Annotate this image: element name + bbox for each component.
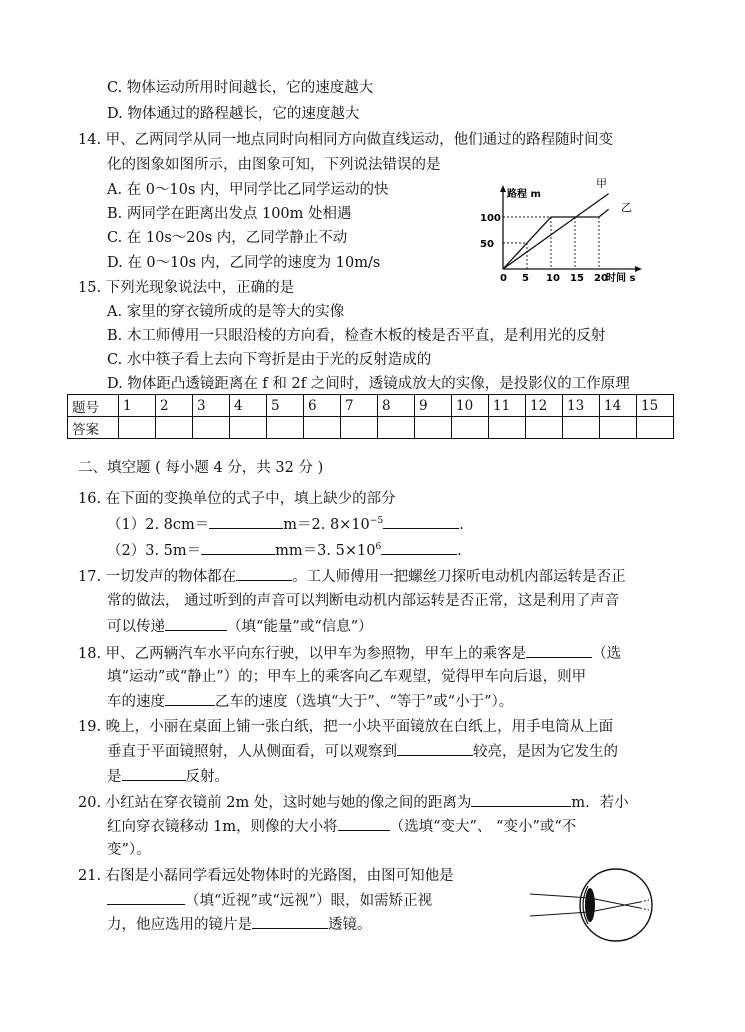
question-number-cell: 5 (267, 395, 304, 417)
q16-stem: 16. 在下面的变换单位的式子中，填上缺少的部分 (78, 491, 396, 507)
q17-text-b: 。工人师傅用一把螺丝刀探听电动机内部运转是否正 (292, 569, 626, 585)
q19-blank-2[interactable] (122, 766, 186, 781)
q16-blank-2[interactable] (383, 514, 459, 529)
q17-line3 (107, 616, 373, 637)
q16-part1-exponent: −5 (369, 516, 384, 527)
q20-text-b: m．若小 (571, 795, 629, 811)
y-axis-arrow (500, 185, 506, 192)
row-header-answer: 答案 (68, 417, 119, 439)
answer-cell[interactable] (119, 417, 156, 439)
q21-text-c: 透镜。 (328, 917, 372, 933)
answer-table-answer-row (68, 417, 674, 439)
q16-part2-exponent: 6 (375, 542, 382, 553)
q19-line3 (107, 766, 229, 787)
series-line-jia (503, 194, 609, 269)
answer-cell[interactable] (230, 417, 267, 439)
q16-part2 (107, 540, 462, 561)
q15-option-a: A. 家里的穿衣镜所成的是等大的实像 (107, 304, 345, 320)
answer-cell[interactable] (452, 417, 489, 439)
q21-text-a: （填“近视”或“远视”）眼，如需矫正视 (185, 893, 433, 909)
q16-part1-b: m＝2. 8×10 (283, 517, 370, 533)
question-number-cell: 9 (415, 395, 452, 417)
q19-line1: 19. 晚上，小丽在桌面上铺一张白纸，把一小块平面镜放在白纸上，用手电筒从上面 (78, 719, 614, 735)
q14-option-c: C. 在 10s～20s 内，乙同学静止不动 (107, 230, 348, 246)
q21-text-b: 力，他应选用的镜片是 (107, 917, 252, 933)
q19-text-a: 垂直于平面镜照射，人从侧面看，可以观察到 (107, 744, 397, 760)
answer-cell[interactable] (378, 417, 415, 439)
lens-icon (585, 888, 595, 922)
q18-line2: 填“运动”或“静止”）的；甲车上的乘客向乙车观望，觉得甲车向后退，则甲 (107, 669, 587, 685)
q18-line1 (78, 643, 621, 664)
q15-option-d: D. 物体距凸透镜距离在 f 和 2f 之间时，透镜成放大的实像，是投影仪的工作原理 (107, 376, 630, 392)
answer-cell[interactable] (563, 417, 600, 439)
q20-text-a: 20. 小红站在穿衣镜前 2m 处，这时她与她的像之间的距离为 (78, 795, 472, 811)
answer-cell[interactable] (526, 417, 563, 439)
q17-blank-1[interactable] (236, 566, 292, 581)
q15-option-b: B. 木工师傅用一只眼沿棱的方向看，检查木板的棱是否平直，是利用光的反射 (107, 328, 606, 344)
x-axis-arrow (635, 266, 642, 272)
question-number-cell: 14 (600, 395, 637, 417)
answer-cell[interactable] (304, 417, 341, 439)
q17-line1 (78, 566, 626, 587)
q14-option-b: B. 两同学在距离出发点 100m 处相遇 (107, 206, 352, 222)
q18-blank-2[interactable] (165, 691, 215, 706)
q21-line1: 21. 右图是小磊同学看远处物体时的光路图，由图可知他是 (78, 868, 454, 884)
answer-cell[interactable] (489, 417, 526, 439)
chart-series (503, 194, 609, 269)
q20-line3: 变”）。 (107, 842, 151, 858)
x-tick-label: 20 (594, 273, 608, 284)
q19-text-b: 较亮，是因为它发生的 (473, 744, 618, 760)
q16-part1 (107, 514, 464, 535)
answer-cell[interactable] (156, 417, 193, 439)
ray-extension-top (640, 908, 649, 910)
question-number-cell: 15 (637, 395, 674, 417)
q18-line3 (107, 691, 513, 712)
q21-line3 (107, 914, 372, 935)
question-number-cell: 2 (156, 395, 193, 417)
y-axis-label: 路程 m (507, 189, 541, 200)
q15-stem: 15. 下列光现象说法中，正确的是 (78, 280, 295, 296)
q17-blank-2[interactable] (165, 616, 227, 631)
x-tick-label: 5 (522, 273, 529, 284)
q20-line1 (78, 792, 629, 813)
x-tick-label: 10 (546, 273, 560, 284)
q18-text-a: 18. 甲、乙两辆汽车水平向东行驶，以甲车为参照物，甲车上的乘客是 (78, 646, 527, 662)
ray-extension-bottom (640, 900, 649, 902)
x-axis-label: 时间 s (606, 273, 636, 284)
q17-line2: 常的做法， 通过听到的声音可以判断电动机内部运转是否正常，这是利用了声音 (107, 593, 620, 609)
y-tick-label: 50 (480, 239, 494, 250)
answer-table (67, 394, 674, 439)
y-tick-label: 100 (480, 213, 501, 224)
question-number-cell: 1 (119, 395, 156, 417)
chart-axes (503, 189, 638, 269)
question-number-cell: 6 (304, 395, 341, 417)
answer-cell[interactable] (341, 417, 378, 439)
section2-title: 二、填空题 ( 每小题 4 分，共 32 分 ) (78, 460, 324, 476)
q16-part1-end: . (459, 517, 464, 533)
q18-blank-1[interactable] (526, 643, 592, 658)
q21-line2 (107, 890, 432, 911)
question-number-cell: 12 (526, 395, 563, 417)
x-tick-label: 0 (500, 273, 507, 284)
question-number-cell: 10 (452, 395, 489, 417)
question-number-cell: 3 (193, 395, 230, 417)
q16-part2-b: mm＝3. 5×10 (275, 543, 376, 559)
series-label-yi: 乙 (621, 201, 632, 214)
q20-blank-2[interactable] (338, 816, 390, 831)
q16-part2-end: . (457, 543, 462, 559)
chart-guides (503, 217, 599, 269)
distance-time-chart (478, 175, 668, 285)
series-label-jia: 甲 (596, 177, 607, 190)
q16-blank-4[interactable] (381, 540, 457, 555)
q18-text-c: 车的速度 (107, 694, 165, 710)
question-number-cell: 13 (563, 395, 600, 417)
q14-option-a: A. 在 0～10s 内，甲同学比乙同学运动的快 (107, 182, 389, 198)
q19-line2 (107, 741, 618, 762)
q16-part2-a: （2）3. 5m＝ (107, 543, 202, 559)
question-number-cell: 4 (230, 395, 267, 417)
q14-stem-line1: 14. 甲、乙两同学从同一地点同时向相同方向做直线运动，他们通过的路程随时间变 (78, 132, 614, 148)
answer-cell[interactable] (600, 417, 637, 439)
q21-blank-1[interactable] (107, 890, 185, 905)
q19-text-d: 反射。 (185, 769, 229, 785)
q21-blank-2[interactable] (252, 914, 328, 929)
q15-option-c: C. 水中筷子看上去向下弯折是由于光的反射造成的 (107, 352, 432, 368)
answer-cell[interactable] (193, 417, 230, 439)
q14-stem-line2: 化的图象如图所示，由图象可知，下列说法错误的是 (107, 157, 441, 173)
q19-text-c: 是 (107, 769, 122, 785)
answer-cell[interactable] (415, 417, 452, 439)
answer-cell[interactable] (267, 417, 304, 439)
q16-blank-1[interactable] (209, 514, 283, 529)
question-number-cell: 7 (341, 395, 378, 417)
q17-text-a: 17. 一切发声的物体都在 (78, 569, 237, 585)
q18-text-d: 乙车的速度（选填“大于”、“等于”或“小于”）。 (215, 694, 514, 710)
q20-blank-1[interactable] (471, 792, 571, 807)
q20-text-d: （选填“变大”、 “变小”或“不 (389, 819, 577, 835)
q20-line2 (107, 816, 576, 837)
q20-text-c: 红向穿衣镜移动 1m，则像的大小将 (107, 819, 338, 835)
q16-part1-a: （1）2. 8cm＝ (107, 517, 210, 533)
series-line-yi (503, 209, 609, 269)
q16-blank-3[interactable] (201, 540, 275, 555)
q17-text-c: 可以传递 (107, 619, 165, 635)
x-tick-label: 15 (570, 273, 584, 284)
q17-text-d: （填“能量”或“信息”） (227, 619, 373, 635)
answer-table-number-row (68, 395, 674, 417)
eye-ray-diagram (528, 860, 658, 950)
row-header-number: 题号 (68, 395, 119, 417)
question-number-cell: 8 (378, 395, 415, 417)
question-number-cell: 11 (489, 395, 526, 417)
q19-blank-1[interactable] (397, 741, 473, 756)
q13-option-d: D. 物体通过的路程越长，它的速度越大 (107, 106, 360, 122)
q14-option-d: D. 在 0～10s 内，乙同学的速度为 10m/s (107, 255, 381, 271)
answer-cell[interactable] (637, 417, 674, 439)
q18-text-b: （选 (592, 646, 622, 662)
q13-option-c: C. 物体运动所用时间越长，它的速度越大 (107, 80, 374, 96)
